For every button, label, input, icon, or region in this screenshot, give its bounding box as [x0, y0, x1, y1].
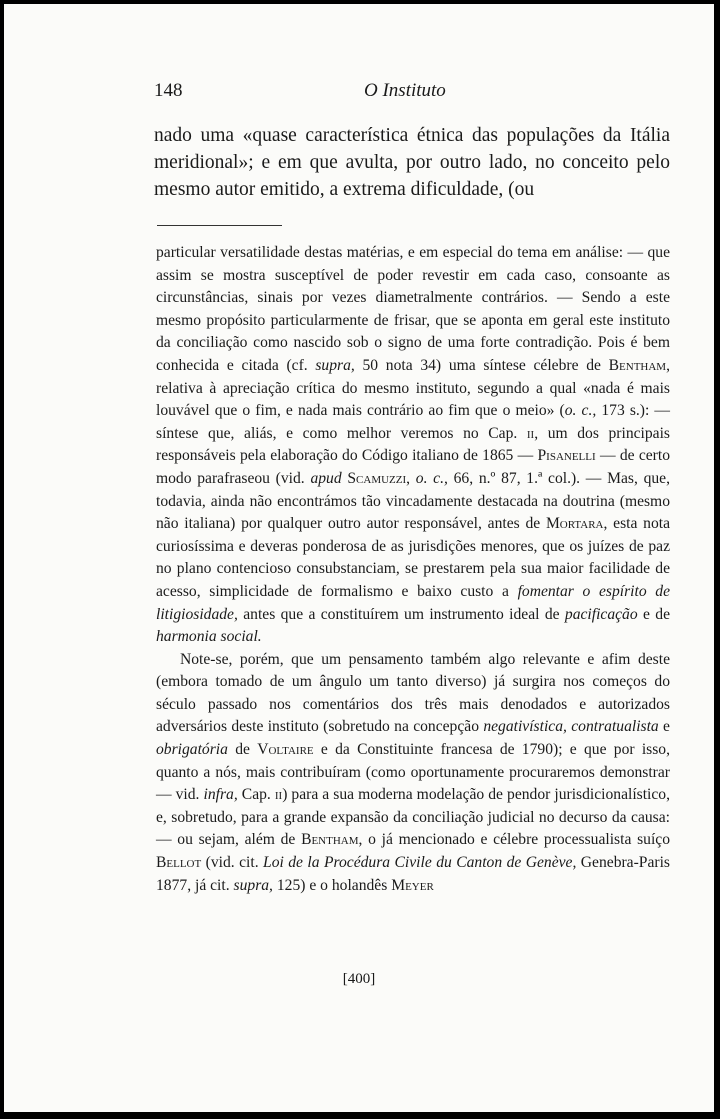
main-text [154, 122, 670, 203]
text-run: — de certo modo parafraseou (vid. [156, 447, 670, 487]
page-label: [400] [342, 971, 376, 987]
italic-run: o. c., [415, 469, 448, 487]
smallcaps-run: Meyer [391, 876, 434, 894]
page-sheet [4, 4, 714, 1112]
smallcaps-run: Bellot [156, 854, 202, 872]
text-run: 125) e o holandês [272, 876, 392, 894]
footnote-paragraph [156, 242, 670, 649]
italic-run: harmonia social. [156, 628, 262, 646]
main-paragraph [154, 122, 670, 203]
italic-run: apud [310, 469, 342, 487]
page-number: 148 [154, 80, 183, 101]
footnote-separator [157, 225, 282, 226]
footnote-paragraph [156, 649, 670, 898]
text-run: 173 s.): — síntese que, aliás, e como melhor veremos no Cap. [156, 402, 671, 442]
text-run: ) para a sua moderna modelação de pendor jurisdicionalístico, e, sobretudo, para a grande expansão da conciliação judicial no decurso da causa: — ou sejam, além de [156, 786, 671, 849]
smallcaps-run: Bentham [608, 356, 667, 374]
smallcaps-run: Mortara [545, 515, 604, 533]
text-run: , o já mencionado e célebre processualista suíço [358, 831, 670, 849]
text-run: e [658, 718, 670, 736]
text-run: (vid. cit. [201, 854, 264, 872]
italic-run: Loi de la Procédura Civile du Canton de Genève, [263, 854, 577, 872]
text-run: , um dos principais responsáveis pela elaboração do Código italiano de 1865 — [156, 424, 670, 465]
text-run: 66, n.º 87, 1.ª col.). — Mas, que, todavia, ainda não encontrámos tão vincadamente destacada na doutrina (mesmo não italiana) por qualquer outro autor responsável, antes de [156, 469, 670, 533]
text-run: e da Constituinte francesa de 1790); e que por isso, quanto a nós, mais contribuíram (como oportunamente procuraremos demonstrar — vid. [156, 741, 671, 804]
italic-run: negativística, contratualista [483, 718, 659, 736]
smallcaps-run: Voltaire [257, 741, 314, 759]
text-run: 50 nota 34) uma síntese célebre de [354, 356, 609, 374]
italic-run: obrigatória [156, 741, 228, 759]
smallcaps-run: Bentham [301, 831, 359, 849]
text-run: Note-se, porém, que um pensamento também algo relevante e afim deste (embora tomado de um ângulo um tanto diverso) já surgira nos começos do século passado nos comentários dos três mais denodados e autorizados adversários deste instituto (sobretudo na concepção [156, 650, 670, 736]
text-run: Genebra-Paris 1877, já cit. [156, 854, 670, 894]
text-run: particular versatilidade destas matérias, e em especial do tema em análise: — que assim se mostra susceptível de poder revestir em cada caso, consoante as circunstâncias, sinais por vezes diametralmente contrários. — Sendo a este mesmo propósito particularmente de frisar, que se aponta em geral este instituto da conciliação como nascido sob o signo de uma forte contradição. Pois é bem conhecida e citada (cf. [156, 244, 670, 374]
smallcaps-run: ii [274, 786, 283, 804]
italic-run: fomentar o espírito de litigiosidade, [156, 582, 671, 623]
italic-run: supra, [233, 876, 273, 894]
text-run: , relativa à apreciação crítica do mesmo instituto, segundo a qual «nada é mais louvável que o fim, e nada mais contrário ao fim que o meio» ( [156, 356, 670, 420]
italic-run: o. c., [564, 402, 597, 420]
smallcaps-run: Pisanelli [537, 447, 596, 465]
running-title: O Instituto [364, 80, 446, 101]
smallcaps-run: Scamuzzi [347, 469, 407, 487]
smallcaps-run: ii [526, 424, 535, 442]
text-run: nado uma «quase característica étnica das populações da Itália meridional»; e em que avulta, por outro lado, no conceito pelo mesmo autor emitido, a extrema dificuldade, (ou [154, 125, 670, 200]
text-run: , [406, 469, 416, 487]
italic-run: supra, [315, 356, 355, 374]
text-run: de [227, 741, 258, 759]
italic-run: infra, [203, 786, 238, 804]
text-run: e de [637, 605, 670, 623]
text-run: Cap. [237, 786, 275, 804]
text-run: , esta nota curiosíssima e deveras ponderosa de as jurisdições menores, que os juízes de paz no plano contencioso consubstanciam, se prestarem pela sua maior facilidade de acesso, simplicidade de formalismo e baixo custo a [156, 515, 670, 600]
italic-run: pacificação [564, 605, 638, 623]
footnote-block [156, 242, 670, 897]
text-run: antes que a constituírem um instrumento ideal de [237, 605, 565, 623]
